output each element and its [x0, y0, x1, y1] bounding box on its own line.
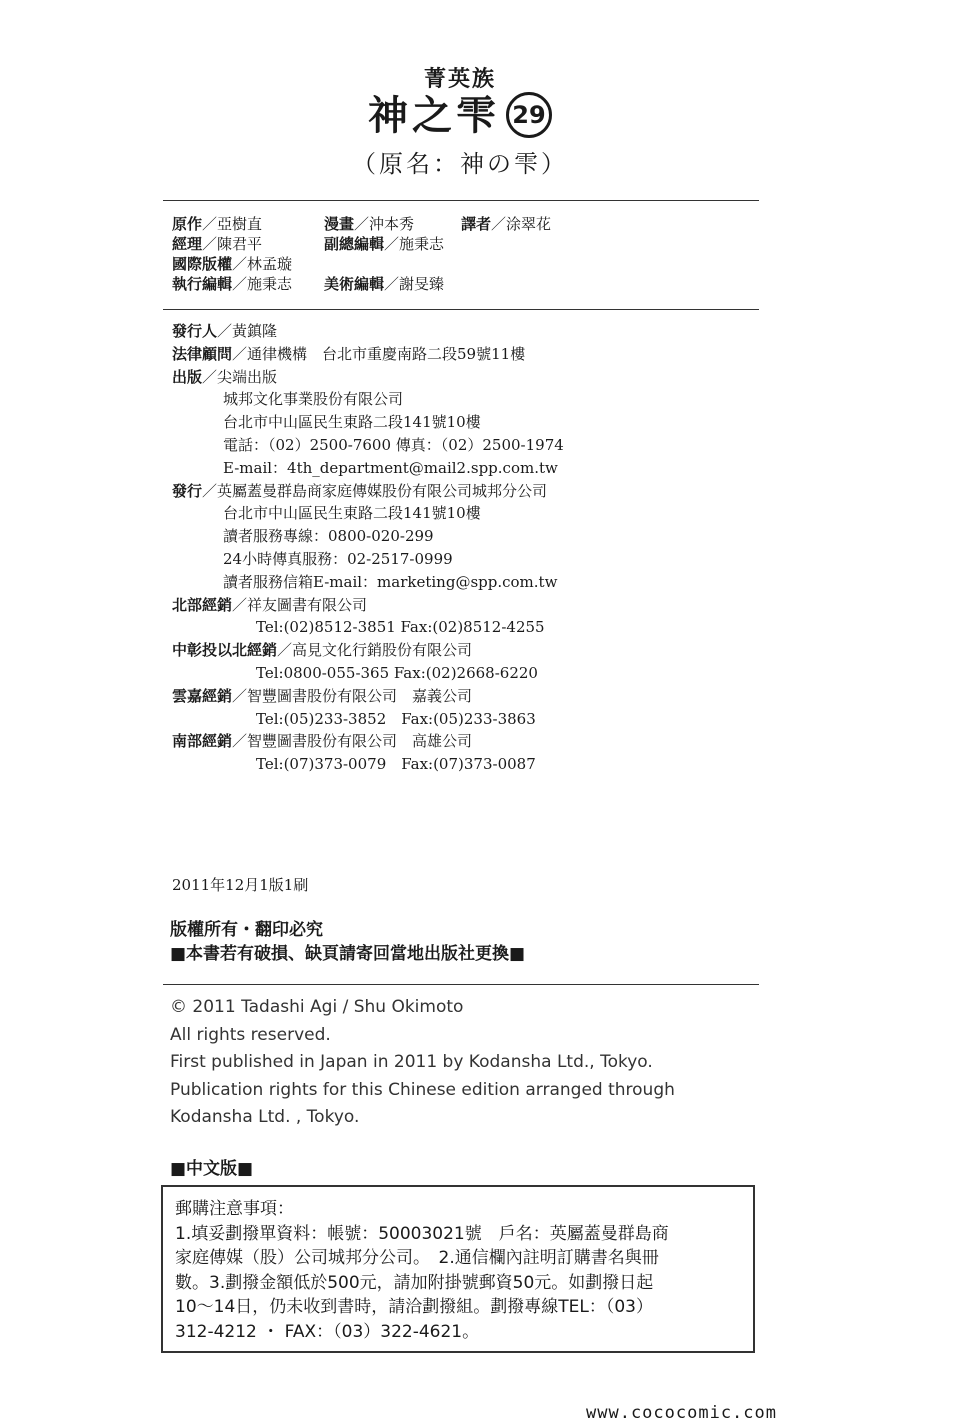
credit-label: 原作	[172, 215, 203, 233]
credit-value: ／施秉志	[384, 235, 445, 253]
credit-value: ／林孟璇	[232, 255, 293, 273]
distributor-email: 讀者服務信箱E-mail：marketing@spp.com.tw	[223, 572, 558, 591]
imprint-line	[172, 366, 564, 389]
credit-entry	[324, 274, 444, 294]
credits-block	[172, 214, 551, 294]
regional-contact: Tel:(07)373-0079 Fax:(07)373-0087	[256, 755, 536, 774]
book-title	[0, 92, 920, 140]
credit-label: 漫畫	[324, 215, 355, 233]
notice-line: 1.填妥劃撥單資料：帳號：50003021號 戶名：英屬蓋曼群島商	[175, 1223, 669, 1244]
pub-value: ／智豐圖書股份有限公司 高雄公司	[232, 732, 473, 751]
credits-row	[172, 214, 551, 234]
regional-distributor	[172, 730, 564, 753]
divider	[163, 200, 759, 201]
distributor-address: 台北市中山區民生東路二段141號10樓	[223, 504, 481, 523]
copyright-line: Kodansha Ltd. , Tokyo.	[170, 1107, 360, 1127]
credit-label: 副總編輯	[324, 235, 385, 253]
credits-row	[172, 254, 551, 274]
publication-block	[172, 320, 564, 776]
website-watermark: www.cococomic.com	[586, 1403, 777, 1423]
imprint-email: E-mail：4th_department@mail2.spp.com.tw	[223, 458, 558, 477]
regional-distributor	[172, 685, 564, 708]
imprint-address: 台北市中山區民生東路二段141號10樓	[223, 413, 481, 432]
credit-entry	[324, 214, 461, 234]
notice-title: 郵購注意事項：	[175, 1199, 294, 1219]
regional-contact: Tel:0800-055-365 Fax:(02)2668-6220	[256, 663, 538, 682]
credit-label: 經理	[172, 235, 203, 253]
credit-entry	[172, 254, 292, 274]
credit-value: ／施秉志	[232, 275, 293, 293]
notice-line: 家庭傳媒（股）公司城邦分公司。 2.通信欄內註明訂購書名與冊	[175, 1248, 659, 1268]
pub-value: ／黃鎮隆	[217, 322, 278, 340]
title-text: 神之雫	[368, 93, 500, 139]
divider	[163, 309, 759, 310]
mail-order-notice	[161, 1185, 755, 1353]
volume-number: 29	[506, 92, 552, 138]
pub-value: ／尖端出版	[202, 367, 278, 386]
pub-label: 發行人	[172, 322, 218, 340]
credits-row	[172, 274, 551, 294]
credit-entry	[172, 234, 324, 254]
credit-label: 執行編輯	[172, 275, 233, 293]
credit-label: 國際版權	[172, 255, 233, 273]
chinese-edition-label: ■中文版■	[170, 1159, 254, 1179]
regional-distributor	[172, 639, 564, 662]
divider	[163, 984, 759, 985]
regional-contact: Tel:(02)8512-3851 Fax:(02)8512-4255	[256, 618, 545, 637]
notice-line: 數。3.劃撥金額低於500元，請加附掛號郵資50元。如劃撥日起	[175, 1272, 654, 1293]
credit-entry	[461, 214, 551, 234]
rights-notice	[170, 918, 525, 966]
credit-label: 美術編輯	[324, 275, 385, 293]
pub-label: 發行	[172, 481, 203, 500]
credit-value: ／陳君平	[202, 235, 263, 253]
copyright-line: Publication rights for this Chinese edition arranged through	[170, 1079, 675, 1100]
notice-line: 10～14日，仍未收到書時，請洽劃撥組。劃撥專線TEL：（03）	[175, 1297, 653, 1317]
imprint-phone: 電話：（02）2500-7600 傳真：（02）2500-1974	[223, 435, 564, 454]
publisher-line	[172, 320, 564, 343]
original-title: （原名：神の雫）	[352, 150, 568, 178]
damage-return-notice: ■本書若有破損、缺頁請寄回當地出版社更換■	[170, 944, 526, 964]
notice-line: 312-4212 ・ FAX：（03）322-4621。	[175, 1321, 480, 1342]
distributor-hotline: 讀者服務專線：0800-020-299	[223, 527, 434, 546]
pub-label: 法律顧問	[172, 344, 233, 363]
credit-value: ／謝旻臻	[384, 275, 445, 293]
credit-entry	[172, 214, 324, 234]
credits-row	[172, 234, 551, 254]
copyright-line: First published in Japan in 2011 by Kodansha Ltd., Tokyo.	[170, 1052, 653, 1072]
pub-value: ／通律機構 台北市重慶南路二段59號11樓	[232, 344, 526, 363]
credit-entry	[172, 274, 324, 294]
credit-entry	[324, 234, 444, 254]
credit-value: ／沖本秀	[354, 215, 415, 233]
pub-value: ／智豐圖書股份有限公司 嘉義公司	[232, 686, 473, 705]
regional-contact: Tel:(05)233-3852 Fax:(05)233-3863	[256, 709, 536, 728]
pub-value: ／英屬蓋曼群島商家庭傳媒股份有限公司城邦分公司	[202, 481, 548, 500]
pub-label: 出版	[172, 367, 203, 386]
regional-distributor	[172, 594, 564, 617]
copyright-line: All rights reserved.	[170, 1024, 331, 1045]
pub-label: 北部經銷	[172, 595, 233, 614]
legal-line	[172, 343, 564, 366]
pub-value: ／高見文化行銷股份有限公司	[277, 641, 473, 660]
distributor-line	[172, 480, 564, 503]
pub-label: 雲嘉經銷	[172, 686, 233, 705]
pub-value: ／祥友圖書有限公司	[232, 595, 368, 614]
distributor-fax: 24小時傳真服務：02-2517-0999	[223, 549, 453, 568]
pub-label: 中彰投以北經銷	[172, 641, 278, 660]
credit-value: ／亞樹直	[202, 215, 263, 233]
credit-value: ／涂翠花	[491, 215, 552, 233]
copyright-line: © 2011 Tadashi Agi / Shu Okimoto	[170, 997, 464, 1017]
credit-label: 譯者	[461, 215, 492, 233]
pub-label: 南部經銷	[172, 732, 233, 751]
imprint-company: 城邦文化事業股份有限公司	[223, 390, 404, 409]
rights-reserved: 版權所有・翻印必究	[170, 920, 323, 940]
printing-date: 2011年12月1版1刷	[172, 876, 309, 894]
series-name: 菁英族	[423, 67, 496, 92]
copyright-block	[170, 994, 675, 1132]
